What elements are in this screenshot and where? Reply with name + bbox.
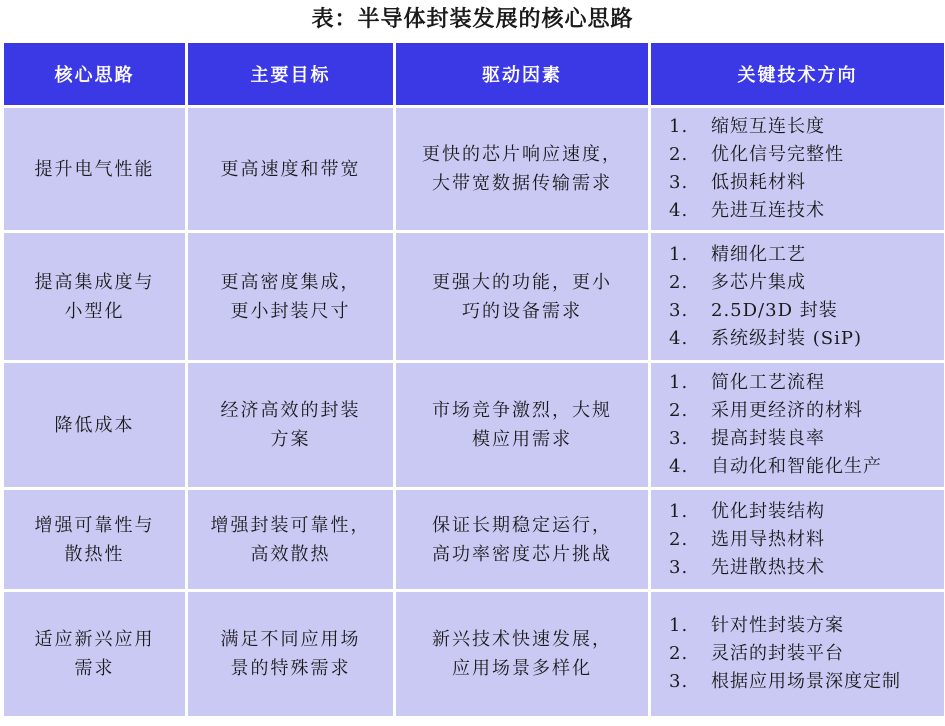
list-number: 3. bbox=[669, 556, 689, 578]
cell-line: 应用场景多样化 bbox=[452, 658, 592, 679]
cell-line: 巧的设备需求 bbox=[462, 300, 582, 322]
cell-idea bbox=[4, 490, 185, 589]
list-text: 缩短互连长度 bbox=[711, 116, 825, 137]
list-item bbox=[669, 668, 944, 696]
cell-tech bbox=[651, 108, 944, 230]
cell-line: 满足不同应用场 bbox=[220, 629, 361, 650]
tech-list bbox=[669, 369, 944, 481]
list-text: 简化工艺流程 bbox=[711, 372, 825, 393]
cell-tech bbox=[651, 490, 944, 589]
cell-line: 更快的芯片响应速度， bbox=[422, 144, 622, 165]
table-row bbox=[4, 490, 944, 589]
list-number: 4. bbox=[669, 200, 689, 221]
cell-goal bbox=[188, 490, 393, 589]
list-number: 1. bbox=[669, 243, 689, 265]
cell-line: 经济高效的封装 bbox=[220, 400, 361, 421]
list-text: 灵活的封装平台 bbox=[711, 643, 844, 664]
cell-driver bbox=[396, 592, 648, 716]
table-body bbox=[4, 108, 944, 716]
list-text: 采用更经济的材料 bbox=[711, 400, 863, 421]
cell-goal bbox=[188, 592, 393, 716]
cell-line: 降低成本 bbox=[54, 414, 135, 436]
cell-idea bbox=[4, 108, 185, 230]
list-number: 1. bbox=[669, 116, 689, 137]
tech-list bbox=[669, 498, 944, 582]
cell-line: 更高密度集成， bbox=[220, 271, 361, 293]
table-row bbox=[4, 108, 944, 230]
list-number: 2. bbox=[669, 400, 689, 421]
list-item bbox=[669, 141, 944, 169]
cell-line: 方案 bbox=[270, 429, 311, 450]
cell-line: 更强大的功能，更小 bbox=[432, 271, 612, 293]
list-item bbox=[669, 554, 944, 582]
list-item bbox=[669, 526, 944, 554]
list-text: 先进散热技术 bbox=[711, 556, 825, 578]
list-item bbox=[669, 369, 944, 397]
list-number: 1. bbox=[669, 615, 689, 636]
table-title: 表：半导体封装发展的核心思路 bbox=[311, 6, 634, 32]
list-number: 4. bbox=[669, 456, 689, 477]
cell-line: 需求 bbox=[74, 658, 115, 679]
list-item bbox=[669, 425, 944, 453]
strategy-table bbox=[1, 40, 945, 719]
table-row bbox=[4, 233, 944, 360]
list-number: 4. bbox=[669, 327, 689, 349]
list-text: 多芯片集成 bbox=[711, 271, 806, 293]
list-item bbox=[669, 498, 944, 526]
list-item bbox=[669, 397, 944, 425]
cell-goal bbox=[188, 233, 393, 360]
list-number: 1. bbox=[669, 500, 689, 522]
list-number: 2. bbox=[669, 643, 689, 664]
cell-line: 散热性 bbox=[64, 543, 125, 565]
list-item bbox=[669, 113, 944, 141]
cell-line: 高功率密度芯片挑战 bbox=[432, 543, 612, 565]
cell-line: 适应新兴应用 bbox=[34, 629, 155, 650]
cell-line: 提升电气性能 bbox=[34, 158, 155, 180]
cell-line: 更小封装尺寸 bbox=[230, 300, 351, 322]
header-cell-driver: 驱动因素 bbox=[396, 43, 648, 105]
list-item bbox=[669, 241, 944, 269]
cell-line: 市场竞争激烈，大规 bbox=[432, 400, 612, 421]
list-item bbox=[669, 640, 944, 668]
cell-line: 景的特殊需求 bbox=[230, 658, 351, 679]
list-number: 2. bbox=[669, 144, 689, 165]
tech-list bbox=[669, 113, 944, 225]
list-text: 系统级封装 (SiP) bbox=[711, 327, 862, 349]
cell-idea bbox=[4, 233, 185, 360]
list-text: 自动化和智能化生产 bbox=[711, 456, 882, 477]
list-text: 选用导热材料 bbox=[711, 528, 825, 550]
list-number: 3. bbox=[669, 671, 689, 692]
list-text: 优化封装结构 bbox=[711, 500, 825, 522]
cell-line: 高效散热 bbox=[250, 543, 331, 565]
list-number: 1. bbox=[669, 372, 689, 393]
list-number: 2. bbox=[669, 528, 689, 550]
cell-tech bbox=[651, 592, 944, 716]
cell-goal bbox=[188, 363, 393, 487]
header-cell-goal: 主要目标 bbox=[188, 43, 393, 105]
list-text: 低损耗材料 bbox=[711, 172, 806, 193]
cell-idea bbox=[4, 363, 185, 487]
header-row bbox=[4, 43, 944, 105]
list-item bbox=[669, 612, 944, 640]
cell-line: 增强封装可靠性， bbox=[210, 514, 371, 536]
cell-driver bbox=[396, 108, 648, 230]
list-number: 3. bbox=[669, 172, 689, 193]
cell-line: 新兴技术快速发展， bbox=[432, 629, 612, 650]
list-text: 精细化工艺 bbox=[711, 243, 806, 265]
tech-list bbox=[669, 241, 944, 353]
list-number: 2. bbox=[669, 271, 689, 293]
list-item bbox=[669, 269, 944, 297]
cell-goal bbox=[188, 108, 393, 230]
cell-driver bbox=[396, 363, 648, 487]
header-cell-tech: 关键技术方向 bbox=[651, 43, 944, 105]
list-item bbox=[669, 169, 944, 197]
list-text: 提高封装良率 bbox=[711, 428, 825, 449]
cell-line: 更高速度和带宽 bbox=[220, 158, 361, 180]
cell-line: 保证长期稳定运行， bbox=[432, 514, 612, 536]
cell-driver bbox=[396, 490, 648, 589]
list-item bbox=[669, 325, 944, 353]
list-item bbox=[669, 453, 944, 481]
cell-line: 模应用需求 bbox=[472, 429, 572, 450]
list-text: 针对性封装方案 bbox=[711, 615, 844, 636]
cell-line: 增强可靠性与 bbox=[34, 514, 155, 536]
table-row bbox=[4, 363, 944, 487]
list-text: 2.5D/3D 封装 bbox=[711, 299, 838, 321]
list-text: 先进互连技术 bbox=[711, 200, 825, 221]
header-cell-idea: 核心思路 bbox=[4, 43, 185, 105]
cell-idea bbox=[4, 592, 185, 716]
table-row bbox=[4, 592, 944, 716]
cell-tech bbox=[651, 363, 944, 487]
list-item bbox=[669, 297, 944, 325]
cell-line: 大带宽数据传输需求 bbox=[432, 173, 612, 194]
cell-tech bbox=[651, 233, 944, 360]
list-text: 优化信号完整性 bbox=[711, 144, 844, 165]
list-number: 3. bbox=[669, 299, 689, 321]
list-item bbox=[669, 197, 944, 225]
cell-line: 小型化 bbox=[64, 300, 125, 322]
tech-list bbox=[669, 612, 944, 696]
list-text: 根据应用场景深度定制 bbox=[711, 671, 901, 692]
cell-driver bbox=[396, 233, 648, 360]
cell-line: 提高集成度与 bbox=[34, 271, 155, 293]
list-number: 3. bbox=[669, 428, 689, 449]
